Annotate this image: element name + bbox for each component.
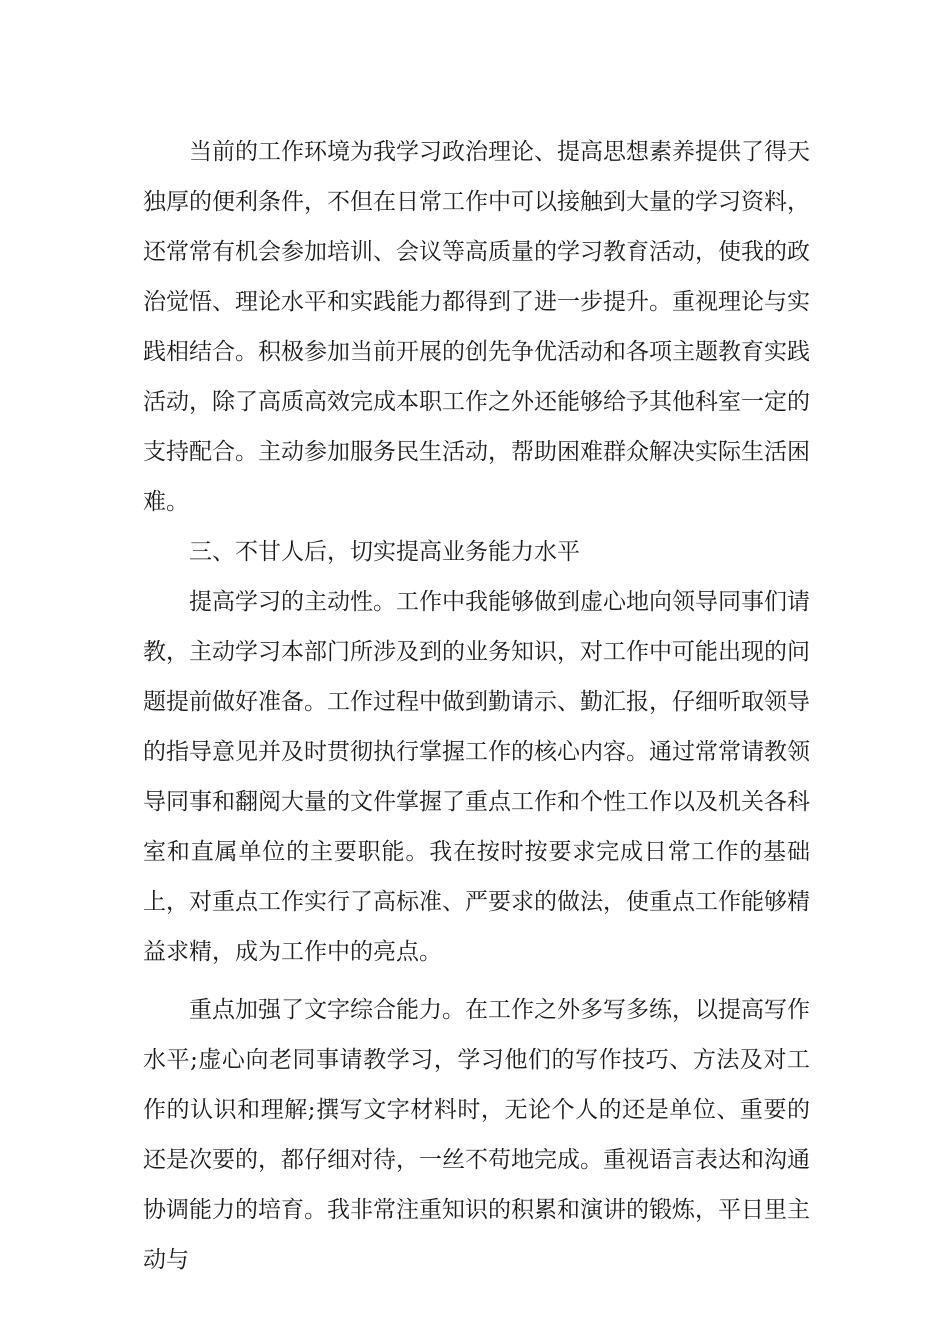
section-heading-3: 三、不甘人后，切实提高业务能力水平 xyxy=(189,539,580,565)
paragraph-political-study: 当前的工作环境为我学习政治理论、提高思想素养提供了得天独厚的便利条件，不但在日常工作中可以接触到大量的学习资料，还常常有机会参加培训、会议等高质量的学习教育活动，使我的政治觉悟、理论水平和实践能力都得到了进一步提升。重视理论与实践相结合。积极参加当前开展的创先争优活动和各项主题教育实践活动，除了高质高效完成本职工作之外还能够给予其他科室一定的支持配合。主动参加服务民生活动，帮助困难群众解决实际生活困难。 xyxy=(143,139,810,515)
paragraph-writing-skills: 重点加强了文字综合能力。在工作之外多写多练，以提高写作水平;虚心向老同事请教学习，学习他们的写作技巧、方法及对工作的认识和理解;撰写文字材料时，无论个人的还是单位、重要的还是次要的，都仔细对待，一丝不苟地完成。重视语言表达和沟通协调能力的培育。我非常注重知识的积累和演讲的锻炼，平日里主动与 xyxy=(143,997,810,1273)
document-body xyxy=(143,127,810,1285)
paragraph-learning-initiative: 提高学习的主动性。工作中我能够做到虚心地向领导同事们请教，主动学习本部门所涉及到的业务知识，对工作中可能出现的问题提前做好准备。工作过程中做到勤请示、勤汇报，仔细听取领导的指导意见并及时贯彻执行掌握工作的核心内容。通过常常请教领导同事和翻阅大量的文件掌握了重点工作和个性工作以及机关各科室和直属单位的主要职能。我在按时按要求完成日常工作的基础上，对重点工作实行了高标准、严要求的做法，使重点工作能够精益求精，成为工作中的亮点。 xyxy=(143,589,810,965)
